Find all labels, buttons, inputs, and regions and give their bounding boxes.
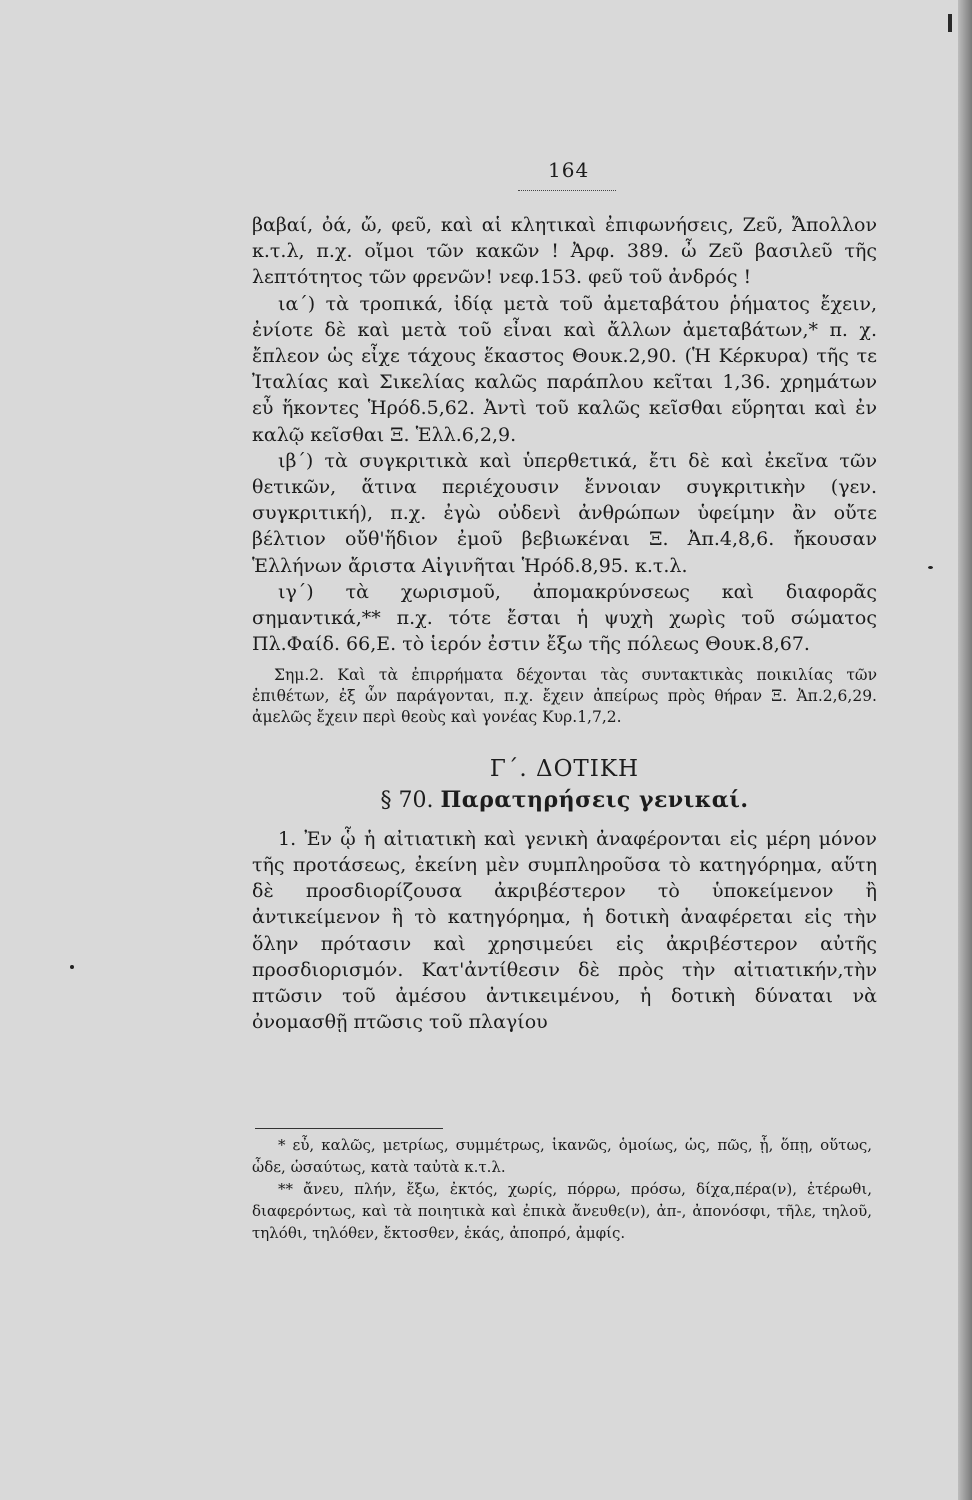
section-title: Παρατηρήσεις γενικαί. [440,786,749,813]
page-number: 164 [548,158,590,182]
note-paragraph: Σημ.2. Καὶ τὰ ἐπιρρήματα δέχονται τὰς συντακτικὰς ποικιλίας τῶν ἐπιθέτων, ἐξ ὧν παράγονται, π.χ. ἔχειν ἀπείρως πρὸς θήραν Ξ. Ἀπ.2,6,29. ἀμελῶς ἔχειν περὶ θεοὺς καὶ γονέας Κυρ.1,7,2. [252,666,877,727]
text-paragraph: ιγ΄) τὰ χωρισμοῦ, ἀπομακρύνσεως καὶ διαφορᾶς σημαντικά,** π.χ. τότε ἔσται ἡ ψυχὴ χωρὶς τοῦ σώματος Πλ.Φαίδ. 66,Ε. τὸ ἱερόν ἐστιν ἔξω τῆς πόλεως Θουκ.8,67. [252,580,877,656]
ink-speck [928,566,933,569]
footnotes [252,1134,872,1244]
scan-mark [948,14,952,32]
text-paragraph: βαβαί, ὀά, ὤ, φεῦ, καὶ αἱ κλητικαὶ ἐπιφωνήσεις, Ζεῦ, Ἄπολλον κ.τ.λ, π.χ. οἴμοι τῶν κακῶν ! Ἀρφ. 389. ὦ Ζεῦ βασιλεῦ τῆς λεπτότητος τῶν φρενῶν! νεφ.153. φεῦ τοῦ ἀνδρός ! [252,214,877,289]
page-number-rule [518,190,616,191]
text-paragraph: ιβ΄) τὰ συγκριτικὰ καὶ ὑπερθετικά, ἔτι δὲ καὶ ἐκεῖνα τῶν θετικῶν, ἅτινα περιέχουσιν ἔννοιαν συγκριτικὴν (γεν. συγκριτική), π.χ. ἐγὼ οὐδενὶ ἀνθρώπων ὑφείμην ἂν οὔτε βέλτιον οὔθ'ἥδιον ἐμοῦ βεβιωκέναι Ξ. Ἀπ.4,8,6. ἤκουσαν Ἑλλήνων ἄριστα Αἰγινῆται Ἡρόδ.8,95. κ.τ.λ. [252,449,877,577]
section-heading [252,787,877,814]
chapter-heading: Γ΄. ΔΟΤΙΚΗ [489,756,640,783]
section-number: § 70. [380,787,434,813]
footnote: ** ἄνευ, πλήν, ἔξω, ἐκτός, χωρίς, πόρρω, πρόσω, δίχα,πέρα(ν), ἑτέρωθι, διαφερόντως, καὶ τὰ ποιητικὰ καὶ ἐπικὰ ἄνευθε(ν), ἀπ-, ἀπονόσφι, τῆλε, τηλοῦ, τηλόθι, τηλόθεν, ἔκτοσθεν, ἑκάς, ἀποπρό, ἀμφίς. [252,1180,872,1242]
footnote-rule [255,1128,443,1129]
page-edge-shadow [958,0,972,1500]
text-paragraph: ια΄) τὰ τροπικά, ἰδίᾳ μετὰ τοῦ ἀμεταβάτου ῥήματος ἔχειν, ἐνίοτε δὲ καὶ μετὰ τοῦ εἶναι καὶ ἄλλων ἀμεταβάτων,* π. χ. ἔπλεον ὡς εἶχε τάχους ἕκαστος Θουκ.2,90. (Ἡ Κέρκυρα) τῆς τε Ἰταλίας καὶ Σικελίας καλῶς παράπλου κεῖται 1,36. χρημάτων εὖ ἥκοντες Ἡρόδ.5,62. Ἀντὶ τοῦ καλῶς κεῖσθαι εὕρηται καὶ ἐν καλῷ κεῖσθαι Ξ. Ἑλλ.6,2,9. [252,292,877,446]
footnote: * εὖ, καλῶς, μετρίως, συμμέτρως, ἱκανῶς, ὁμοίως, ὡς, πῶς, ᾗ, ὅπῃ, οὕτως, ὧδε, ὡσαύτως, κατὰ ταὐτὰ κ.τ.λ. [252,1136,872,1176]
main-text [252,212,877,1035]
text-paragraph: 1. Ἐν ᾧ ἡ αἰτιατικὴ καὶ γενικὴ ἀναφέρονται εἰς μέρη μόνον τῆς προτάσεως, ἐκείνη μὲν συμπληροῦσα τὸ κατηγόρημα, αὕτη δὲ προσδιορίζουσα ἀκριβέστερον τὸ ὑποκείμενον ἢ ἀντικείμενον ἢ τὸ κατηγόρημα, ἡ δοτικὴ ἀναφέρεται εἰς τὴν ὅλην πρότασιν καὶ χρησιμεύει εἰς ἀκριβέστερον αὐτῆς προσδιορισμόν. Κατ'ἀντίθεσιν δὲ πρὸς τὴν αἰτιατικήν,τὴν πτῶσιν τοῦ ἀμέσου ἀντικειμένου, ἡ δοτικὴ δύναται νὰ ὀνομασθῇ πτῶσις τοῦ πλαγίου [252,827,877,1034]
ink-speck [70,965,74,969]
